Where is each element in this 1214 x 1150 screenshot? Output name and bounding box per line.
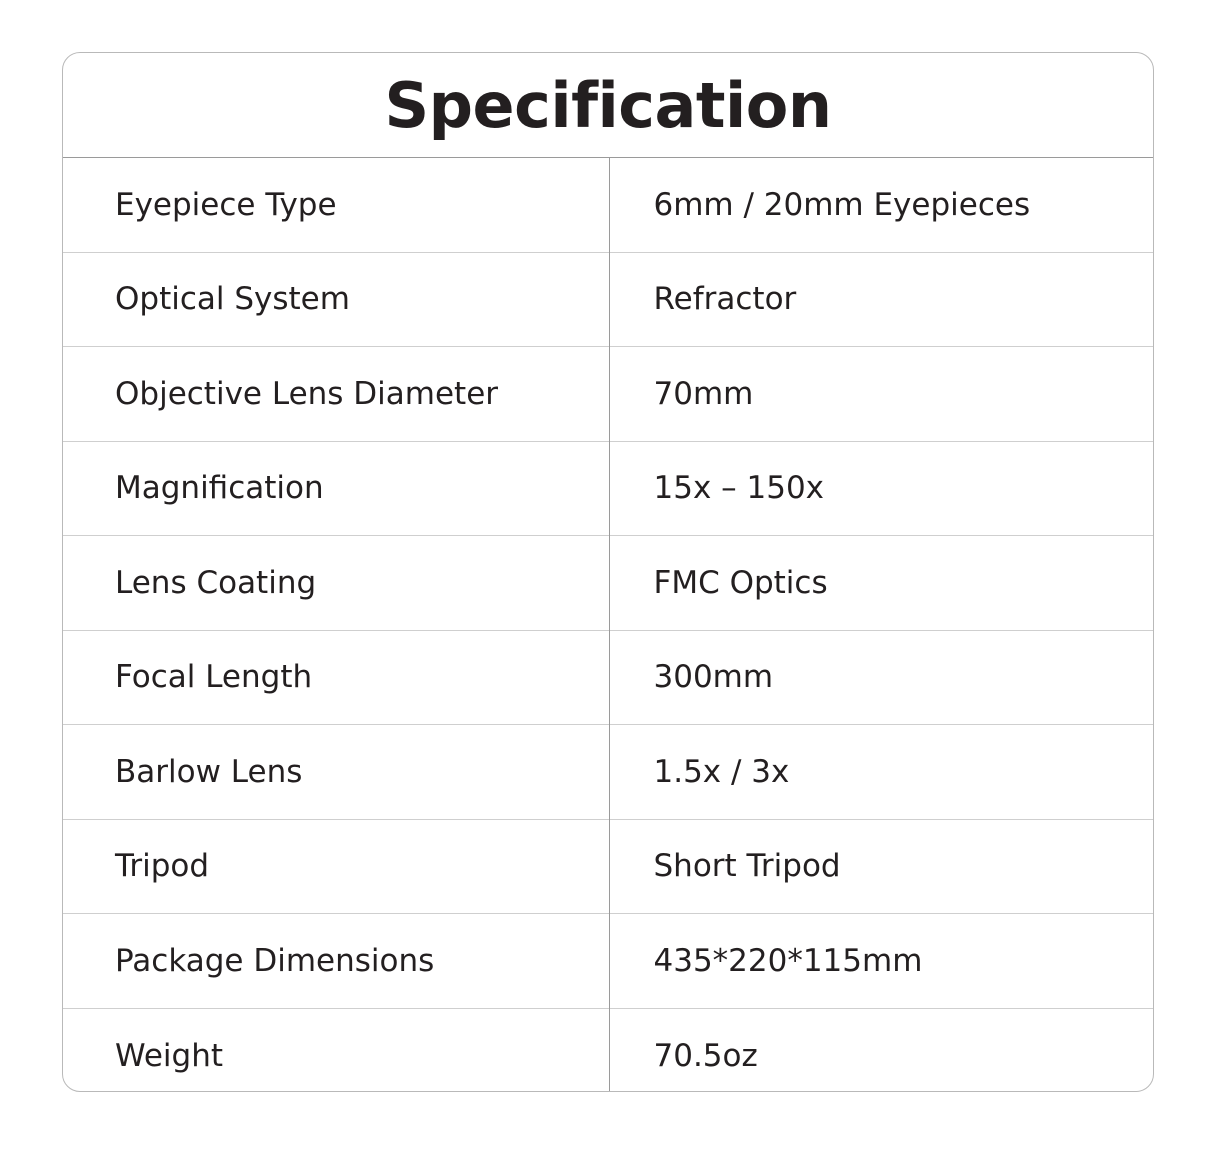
spec-label: Barlow Lens — [63, 725, 609, 820]
spec-label: Optical System — [63, 252, 609, 347]
spec-value: 300mm — [609, 630, 1153, 725]
table-row — [63, 630, 1153, 725]
spec-value: 70.5oz — [609, 1008, 1153, 1092]
page-title: Specification — [384, 68, 832, 142]
spec-value: FMC Optics — [609, 536, 1153, 631]
specification-card — [62, 52, 1154, 1092]
spec-label: Eyepiece Type — [63, 158, 609, 253]
spec-label: Package Dimensions — [63, 914, 609, 1009]
table-row — [63, 725, 1153, 820]
table-row — [63, 441, 1153, 536]
spec-label: Lens Coating — [63, 536, 609, 631]
spec-label: Weight — [63, 1008, 609, 1092]
spec-label: Tripod — [63, 819, 609, 914]
spec-value: 1.5x / 3x — [609, 725, 1153, 820]
table-row — [63, 819, 1153, 914]
table-row — [63, 252, 1153, 347]
table-row — [63, 536, 1153, 631]
spec-label: Magnification — [63, 441, 609, 536]
specification-table — [63, 157, 1153, 1092]
table-row — [63, 158, 1153, 253]
table-row — [63, 1008, 1153, 1092]
spec-value: Short Tripod — [609, 819, 1153, 914]
spec-value: 435*220*115mm — [609, 914, 1153, 1009]
spec-value: Refractor — [609, 252, 1153, 347]
spec-value: 70mm — [609, 347, 1153, 442]
table-row — [63, 914, 1153, 1009]
spec-value: 15x – 150x — [609, 441, 1153, 536]
table-row — [63, 347, 1153, 442]
spec-label: Focal Length — [63, 630, 609, 725]
spec-value: 6mm / 20mm Eyepieces — [609, 158, 1153, 253]
spec-label: Objective Lens Diameter — [63, 347, 609, 442]
